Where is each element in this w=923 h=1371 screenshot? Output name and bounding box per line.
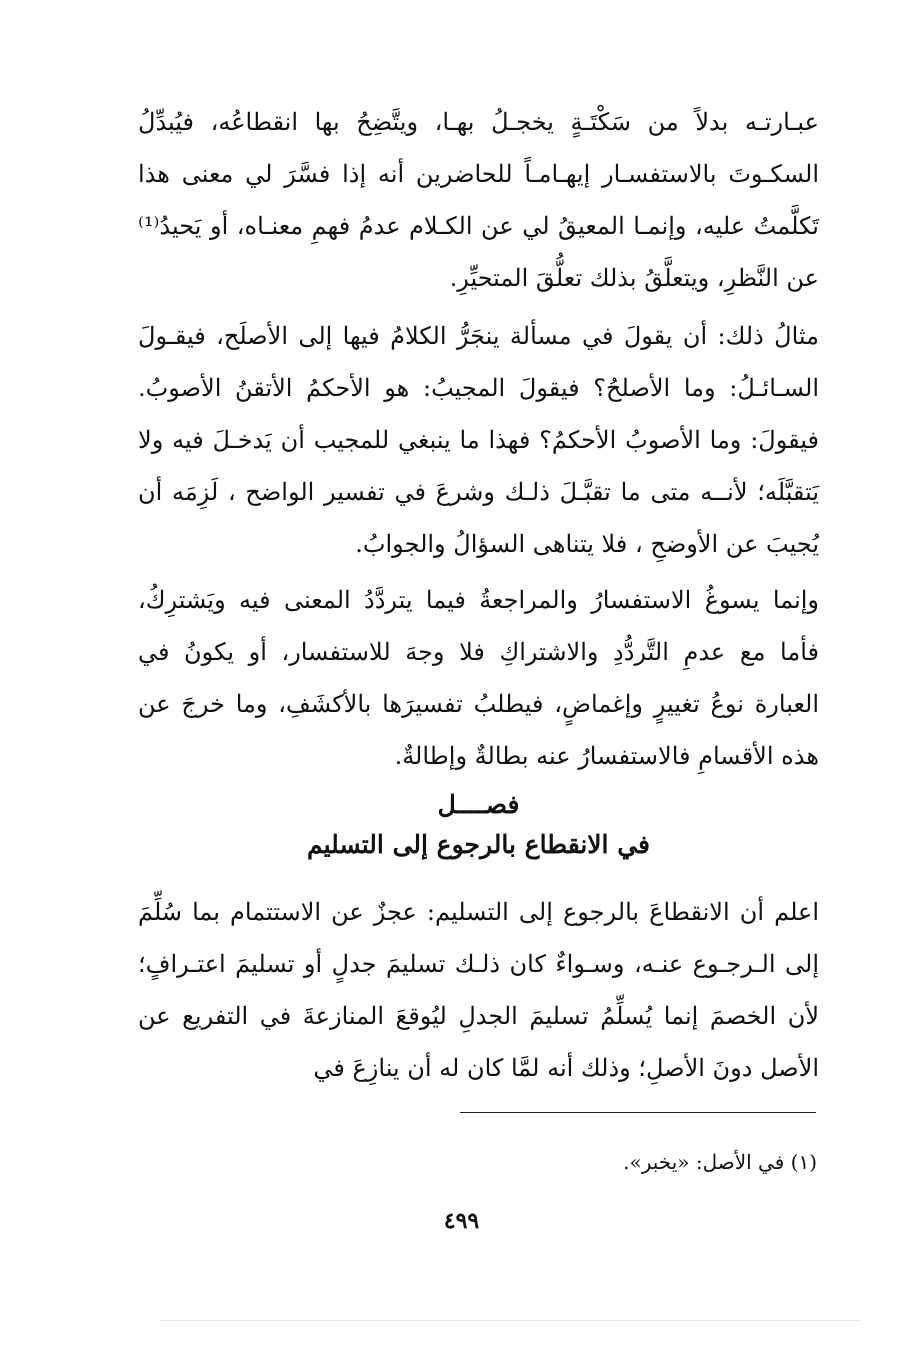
scan-edge-line [160, 1320, 860, 1321]
paragraph-3 [138, 574, 819, 782]
footnote: (١) في الأصل: «يخبر». [623, 1150, 817, 1174]
paragraph-1-text: عبـارتـه بدلاً من سَكْتَـةٍ يخجـلُ بهـا، ويتَّضِحُ بها انقطاعُه، فيُبدِّلُ السكـوتَ بالاستفسـار إيهـامـاً للحاضرين أنه إذا فسَّرَ لي معنى هذا تَكلَّمتُ عليه، وإنمـا المعيقُ لي عن الكـلام عدمُ فهمِ معنـاه، أو يَحيدُ⁽¹⁾ عن النَّظرِ، ويتعلَّقُ بذلك تعلُّقَ المتحيِّرِ. [138, 108, 819, 292]
page-number: ٤٩٩ [443, 1208, 480, 1234]
paragraph-4-text: اعلم أن الانقطاعَ بالرجوع إلى التسليم: عجزٌ عن الاستتمام بما سُلِّمَ إلى الـرجـوع عنـه، وسـواءٌ كان ذلـك تسليمَ جدلٍ أو تسليمَ اعتـرافٍ؛ لأن الخصمَ إنما يُسلِّمُ تسليمَ الجدلِ ليُوقعَ المنازعةَ في التفريع عن الأصل دونَ الأصلِ؛ وذلك أنه لمَّا كان له أن ينازِعَ في [138, 898, 819, 1082]
footnote-divider [460, 1112, 816, 1113]
paragraph-2-text: مثالُ ذلك: أن يقولَ في مسألة ينجَرُّ الكلامُ فيها إلى الأصلَح، فيقـولَ السـائـلُ: وما الأصلحُ؟ فيقولَ المجيبُ: هو الأحكمُ الأتقنُ الأصوبُ. فيقولَ: وما الأصوبُ الأحكمُ؟ فهذا ما ينبغي للمجيب أن يَدخـلَ فيه ولا يَتقبَّلَه؛ لأنــه متى ما تقبَّـلَ ذلـك وشرعَ في تفسير الواضح ، لَزِمَه أن يُجيبَ عن الأوضحِ ، فلا يتناهى السؤالُ والجوابُ. [138, 322, 820, 558]
paragraph-3-text: وإنما يسوغُ الاستفسارُ والمراجعةُ فيما يتردَّدُ المعنى فيه ويَشترِكُ، فأما مع عدمِ التَّردُّدِ والاشتراكِ فلا وجهَ للاستفسار، أو يكونُ في العبارة نوعُ تغييرٍ وإغماضٍ، فيطلبُ تفسيرَها بالأكشَفِ، وما خرجَ عن هذه الأقسامِ فالاستفسارُ عنه بطالةٌ وإطالةٌ. [138, 586, 819, 770]
section-label: فصــــل [437, 790, 520, 819]
section-title: في الانقطاع بالرجوع إلى التسليم [307, 830, 650, 859]
paragraph-2 [138, 310, 819, 570]
paragraph-4 [138, 886, 819, 1094]
paragraph-1 [138, 96, 819, 304]
